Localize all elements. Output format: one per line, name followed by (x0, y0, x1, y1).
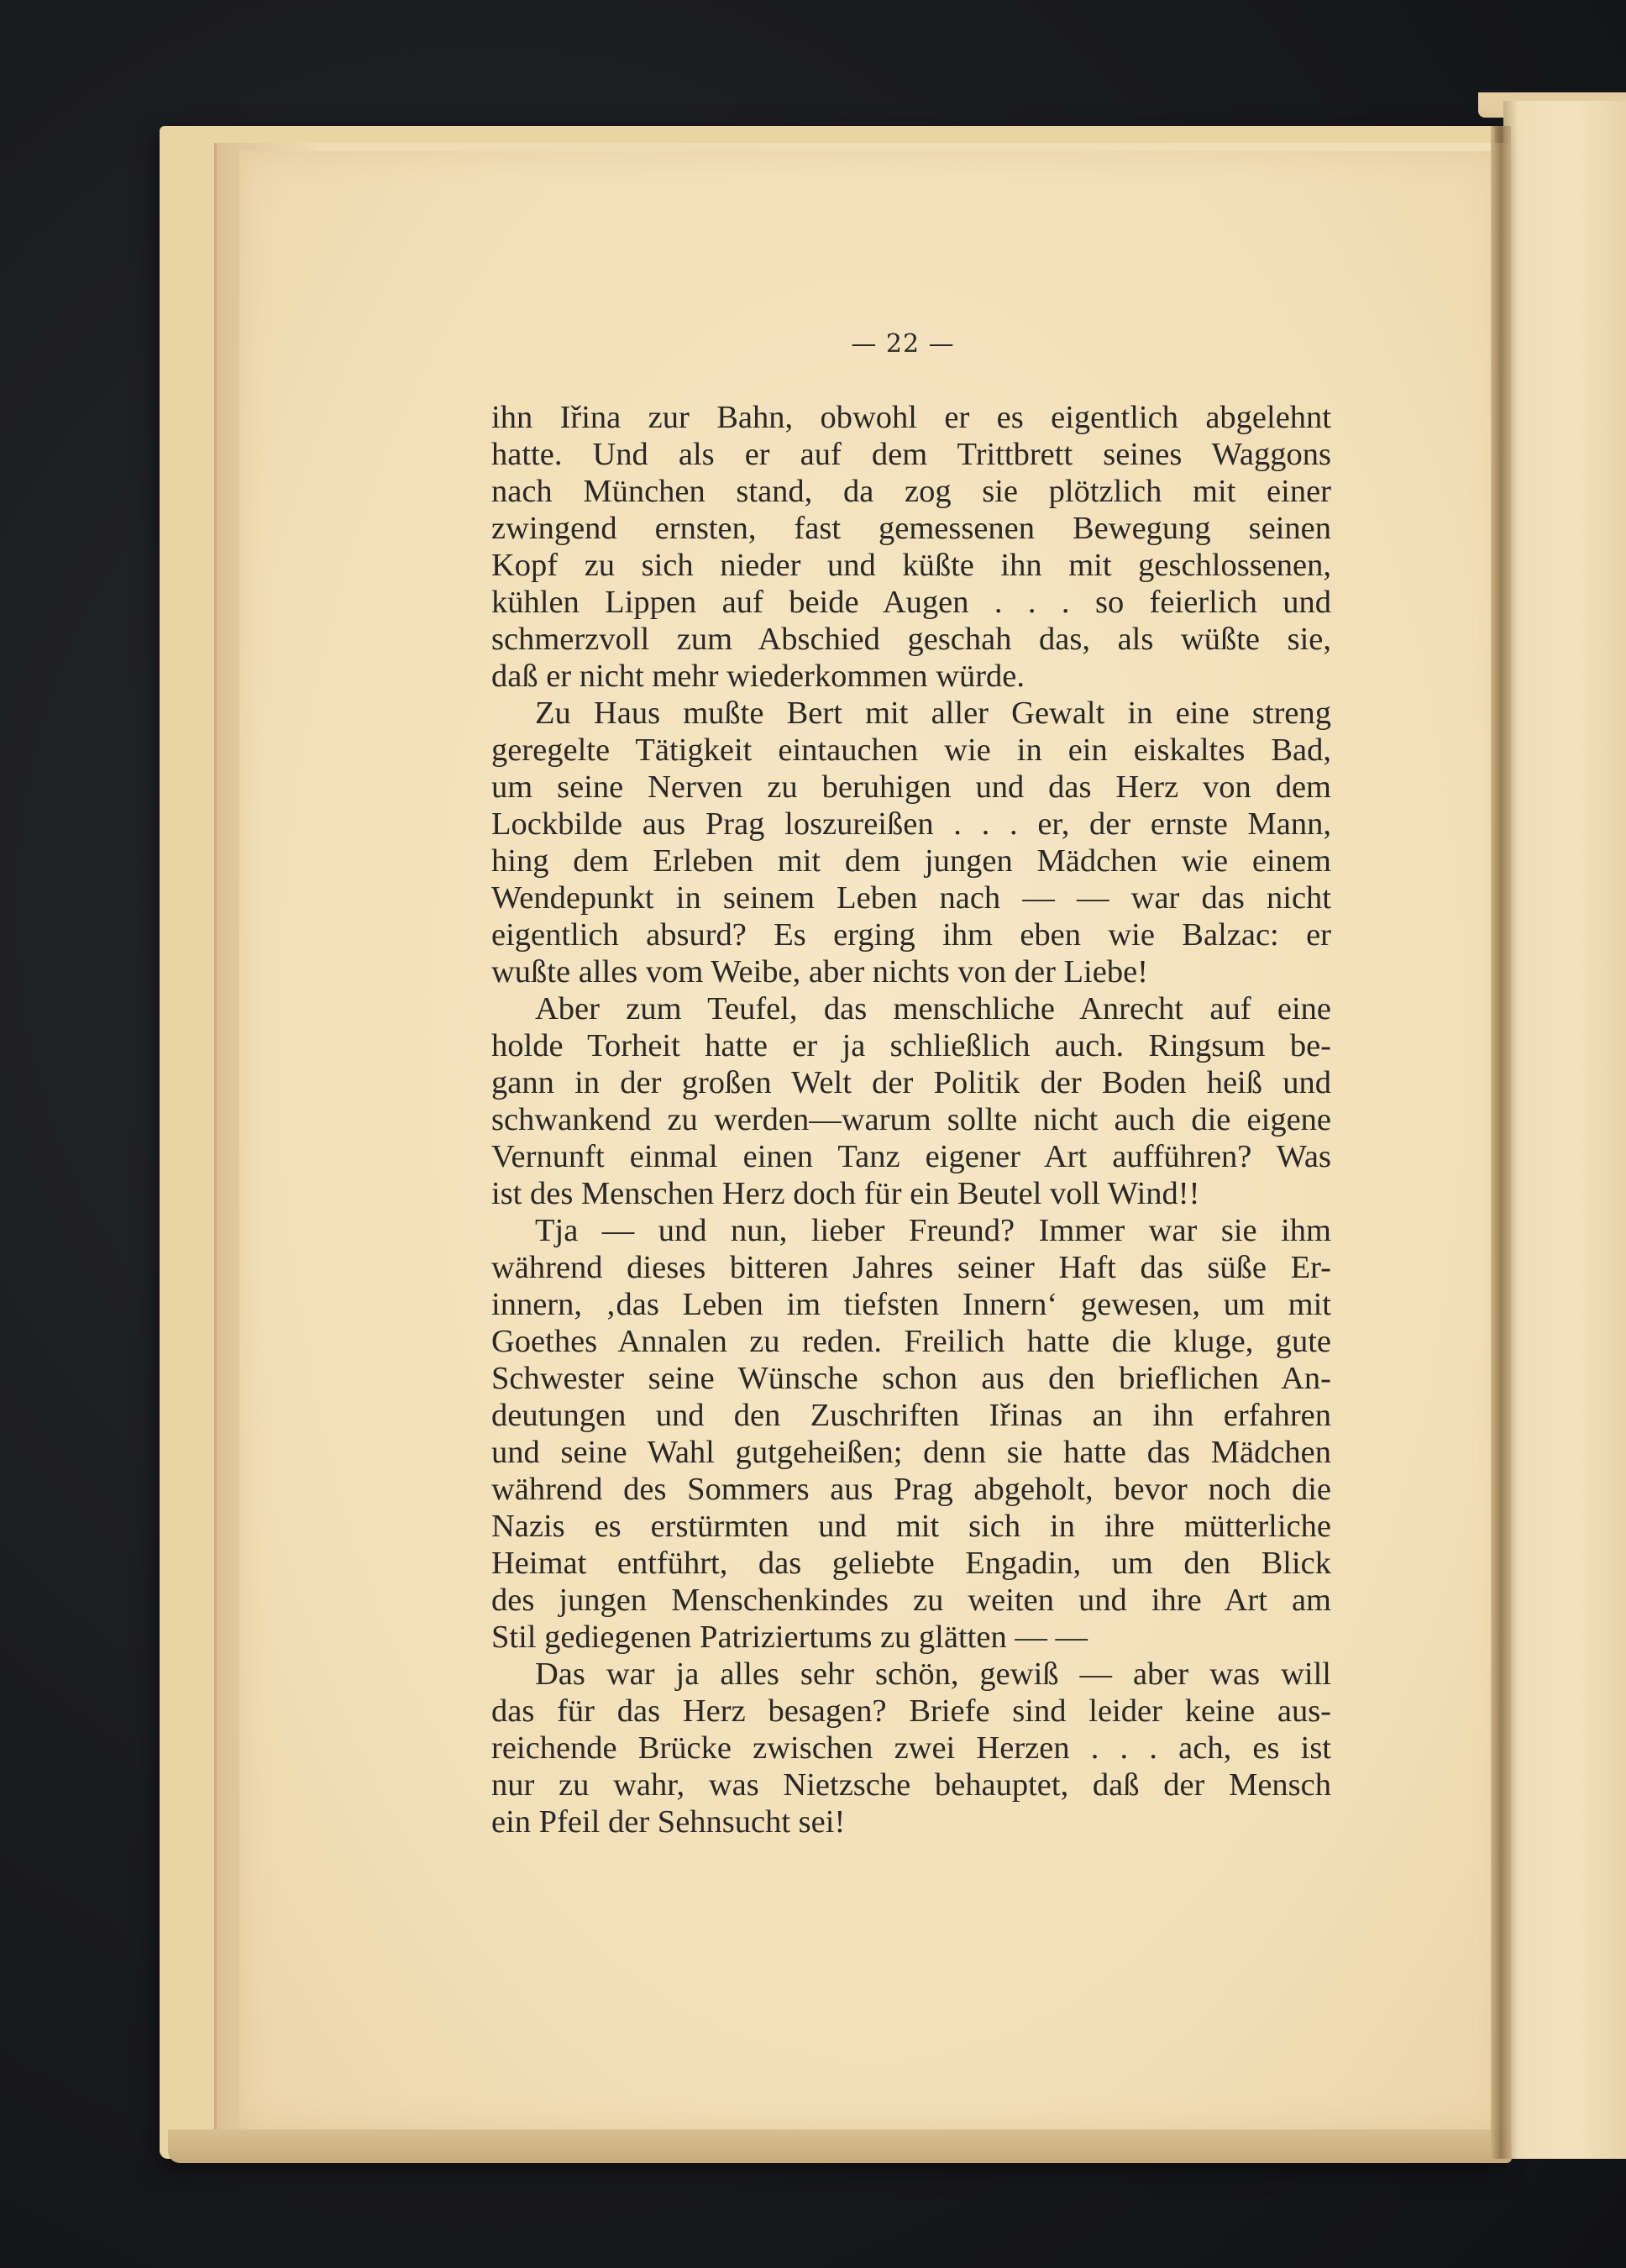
text-line: zwingend ernsten, fast gemessenen Bewegung seinen (491, 511, 1331, 546)
book-bottom-edge (168, 2129, 1512, 2163)
text-line: und seine Wahl gutgeheißen; denn sie hatte das Mädchen (491, 1435, 1331, 1470)
text-line: kühlen Lippen auf beide Augen . . . so feierlich und (491, 585, 1331, 620)
text-line: gann in der großen Welt der Politik der Boden heiß und (491, 1065, 1331, 1100)
text-line: Lockbilde aus Prag loszureißen . . . er, der ernste Mann, (491, 806, 1331, 842)
text-line: nur zu wahr, was Nietzsche behauptet, daß der Mensch (491, 1767, 1331, 1803)
text-line: Wendepunkt in seinem Leben nach — — war das nicht (491, 880, 1331, 916)
paragraph (491, 695, 1331, 990)
body-text (491, 399, 1331, 1840)
text-line: ist des Menschen Herz doch für ein Beutel voll Wind!! (491, 1176, 1200, 1211)
paragraph (491, 990, 1331, 1212)
text-line: Zu Haus mußte Bert mit aller Gewalt in eine streng (535, 696, 1331, 731)
text-line: schmerzvoll zum Abschied geschah das, als wüßte sie, (491, 622, 1331, 657)
text-line: geregelte Tätigkeit eintauchen wie in ein eiskaltes Bad, (491, 732, 1331, 768)
text-line: ihn Iřina zur Bahn, obwohl er es eigentlich abgelehnt (491, 400, 1331, 435)
text-line: Das war ja alles sehr schön, gewiß — aber was will (535, 1656, 1331, 1692)
text-line: schwankend zu werden—warum sollte nicht auch die eigene (491, 1102, 1331, 1137)
text-line: reichende Brücke zwischen zwei Herzen . . . ach, es ist (491, 1730, 1331, 1766)
text-line: hing dem Erleben mit dem jungen Mädchen wie einem (491, 843, 1331, 879)
text-line: ein Pfeil der Sehnsucht sei! (491, 1804, 846, 1840)
facing-page-edge (1503, 101, 1626, 2159)
text-line: während dieses bitteren Jahres seiner Haft das süße Er- (491, 1250, 1331, 1285)
text-line: Stil gediegenen Patriziertums zu glätten — — (491, 1620, 1088, 1655)
text-line: eigentlich absurd? Es erging ihm eben wie Balzac: er (491, 917, 1331, 953)
text-line: holde Torheit hatte er ja schließlich auch. Ringsum be- (491, 1028, 1331, 1063)
text-line: Aber zum Teufel, das menschliche Anrecht auf eine (535, 991, 1331, 1026)
text-line: Schwester seine Wünsche schon aus den brieflichen An- (491, 1361, 1331, 1396)
text-line: um seine Nerven zu beruhigen und das Herz von dem (491, 769, 1331, 805)
paragraph (491, 1656, 1331, 1840)
text-line: Kopf zu sich nieder und küßte ihn mit geschlossenen, (491, 548, 1331, 583)
text-line: des jungen Menschenkindes zu weiten und ihre Art am (491, 1583, 1331, 1618)
text-line: daß er nicht mehr wiederkommen würde. (491, 659, 1025, 694)
paragraph (491, 399, 1331, 695)
text-line: Tja — und nun, lieber Freund? Immer war sie ihm (535, 1213, 1331, 1248)
text-line: innern, ‚das Leben im tiefsten Innern‘ gewesen, um mit (491, 1287, 1331, 1322)
text-line: wußte alles vom Weibe, aber nichts von der Liebe! (491, 954, 1148, 990)
text-line: Vernunft einmal einen Tanz eigener Art aufführen? Was (491, 1139, 1331, 1174)
page-number: — 22 — (851, 329, 955, 359)
text-line: deutungen und den Zuschriften Iřinas an ihn erfahren (491, 1398, 1331, 1433)
text-line: Heimat entführt, das geliebte Engadin, um den Blick (491, 1546, 1331, 1581)
paragraph (491, 1212, 1331, 1656)
book-gutter (1491, 126, 1511, 2159)
text-line: Goethes Annalen zu reden. Freilich hatte die kluge, gute (491, 1324, 1331, 1359)
text-line: nach München stand, da zog sie plötzlich mit einer (491, 474, 1331, 509)
text-line: Nazis es erstürmten und mit sich in ihre mütterliche (491, 1509, 1331, 1544)
text-line: hatte. Und als er auf dem Trittbrett seines Waggons (491, 437, 1331, 472)
text-line: während des Sommers aus Prag abgeholt, bevor noch die (491, 1472, 1331, 1507)
text-line: das für das Herz besagen? Briefe sind leider keine aus- (491, 1693, 1331, 1729)
